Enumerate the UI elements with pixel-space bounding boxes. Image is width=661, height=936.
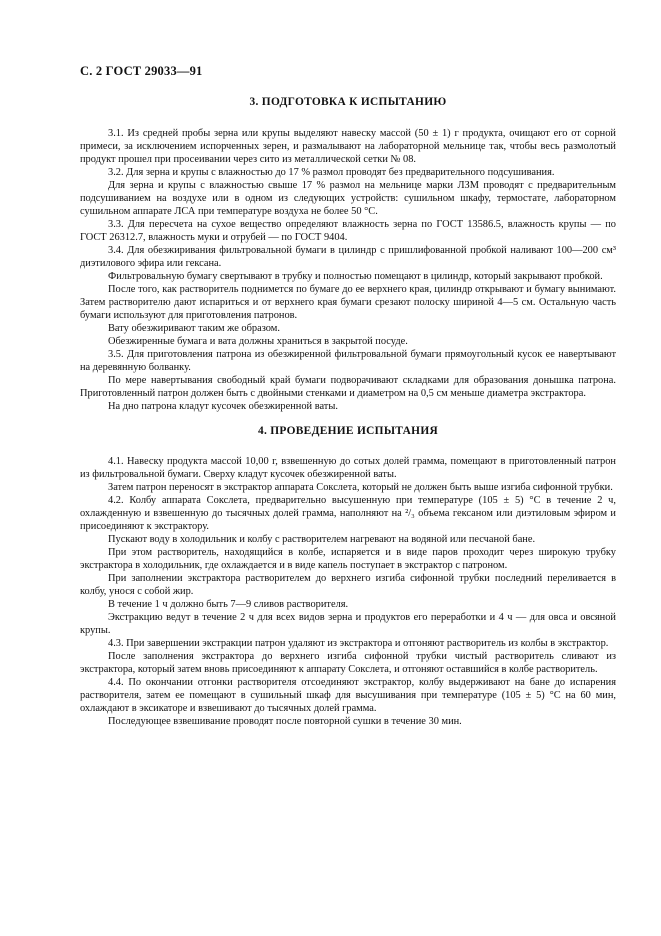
paragraph-3-5-c: На дно патрона кладут кусочек обезжиренной ваты. (108, 401, 338, 412)
paragraph-4-2-d: При заполнении экстрактора растворителем до верхнего изгиба сифонной трубки последний переливается в колбу, унося с собой жир. (80, 573, 616, 597)
section-3-title: 3. ПОДГОТОВКА К ИСПЫТАНИЮ (249, 96, 447, 108)
paragraph-4-2-e: В течение 1 ч должно быть 7—9 сливов растворителя. (108, 599, 349, 610)
paragraph-3-1: 3.1. Из средней пробы зерна или крупы выделяют навеску массой (50 ± 1) г продукта, очищают его от сорной примеси, за исключением испорченных зерен, и размалывают на лабораторной мельнице так, чтобы весь размолотый продукт прошел при просеивании через сито из металлической сетки № 08. (80, 128, 616, 165)
paragraph-3-4-c: После того, как растворитель поднимется по бумаге до ее верхнего края, цилиндр открывают и бумагу вынимают. Затем растворителю дают испариться и от верхнего края бумаги срезают полоску шириной 4—5 см. Остальную часть бумаги используют для приготовления патронов. (80, 284, 616, 321)
paragraph-4-3-b: После заполнения экстрактора до верхнего изгиба сифонной трубки чистый растворитель сливают из экстрактора, который затем вновь присоединяют к аппарату Сокслета, и отгоняют оставшийся в колбе растворитель. (80, 651, 616, 675)
section-4-body (80, 455, 616, 728)
paragraph-4-3: 4.3. При завершении экстракции патрон удаляют из экстрактора и отгоняют растворитель из колбы в экстрактор. (108, 638, 609, 649)
paragraph-4-2: 4.2. Колбу аппарата Сокслета, предварительно высушенную при температуре (105 ± 5) °С в течение 2 ч, охлажденную и взвешенную до тысячных долей грамма, наполняют на ²/₃ объема гексаном или диэтиловым эфиром и присоединяют к экстрактору. (80, 495, 616, 532)
paragraph-4-4: 4.4. По окончании отгонки растворителя отсоединяют экстрактор, колбу выдерживают на бане до испарения растворителя, затем ее помещают в сушильный шкаф для высушивания при температуре (105 ± 5) °С на 60 мин, охлаждают в эксикаторе и взвешивают до тысячных долей грамма. (80, 677, 616, 714)
paragraph-3-4: 3.4. Для обезжиривания фильтровальной бумаги в цилиндр с пришлифованной пробкой наливают 100—200 см³ диэтилового эфира или гексана. (80, 245, 616, 269)
paragraph-4-2-f: Экстракцию ведут в течение 2 ч для всех видов зерна и продуктов его переработки и 4 ч — для овса и овсяной крупы. (80, 612, 616, 636)
paragraph-4-2-b: Пускают воду в холодильник и колбу с растворителем нагревают на водяной или песчаной бане. (108, 534, 536, 545)
paragraph-3-4-e: Обезжиренные бумага и вата должны храниться в закрытой посуде. (108, 336, 408, 347)
paragraph-3-2-b: Для зерна и крупы с влажностью свыше 17 % размол на мельнице марки ЛЗМ проводят с предварительным подсушиванием на воздухе или в одном из следующих устройств: сушильном шкафу, термостате, лабораторном сушильном аппарате ЛСА при температуре воздуха не более 50 °С. (80, 180, 616, 217)
page-content (80, 96, 616, 728)
paragraph-3-2: 3.2. Для зерна и крупы с влажностью до 17 % размол проводят без предварительного подсушивания. (108, 167, 555, 178)
section-3-body (80, 127, 616, 413)
paragraph-4-2-c: При этом растворитель, находящийся в колбе, испаряется и в виде паров проходит через широкую трубку экстрактора в холодильник, где охлаждается и в виде капель поступает в экстрактор с патроном. (80, 547, 616, 571)
paragraph-4-4-b: Последующее взвешивание проводят после повторной сушки в течение 30 мин. (108, 716, 462, 727)
page-header: С. 2 ГОСТ 29033—91 (80, 64, 203, 78)
paragraph-3-3: 3.3. Для пересчета на сухое вещество определяют влажность зерна по ГОСТ 13586.5, влажность крупы — по ГОСТ 26312.7, влажность муки и отрубей — по ГОСТ 9404. (80, 219, 616, 243)
section-4-title: 4. ПРОВЕДЕНИЕ ИСПЫТАНИЯ (257, 425, 439, 437)
paragraph-3-4-d: Вату обезжиривают таким же образом. (108, 323, 280, 334)
paragraph-3-5-b: По мере навертывания свободный край бумаги подворачивают складками для образования донышка патрона. Приготовленный патрон должен быть с двойными стенками и диаметром на 0,5 см меньше диаметра экстрактора. (80, 375, 616, 399)
paragraph-4-1: 4.1. Навеску продукта массой 10,00 г, взвешенную до сотых долей грамма, помещают в приготовленный патрон из фильтровальной бумаги. Сверху кладут кусочек обезжиренной ваты. (80, 456, 616, 480)
paragraph-3-5: 3.5. Для приготовления патрона из обезжиренной фильтровальной бумаги прямоугольный кусок ее навертывают на деревянную болванку. (80, 349, 616, 373)
paragraph-4-1-b: Затем патрон переносят в экстрактор аппарата Сокслета, который не должен быть выше изгиба сифонной трубки. (108, 482, 613, 493)
paragraph-3-4-b: Фильтровальную бумагу свертывают в трубку и полностью помещают в цилиндр, который закрывают пробкой. (108, 271, 603, 282)
